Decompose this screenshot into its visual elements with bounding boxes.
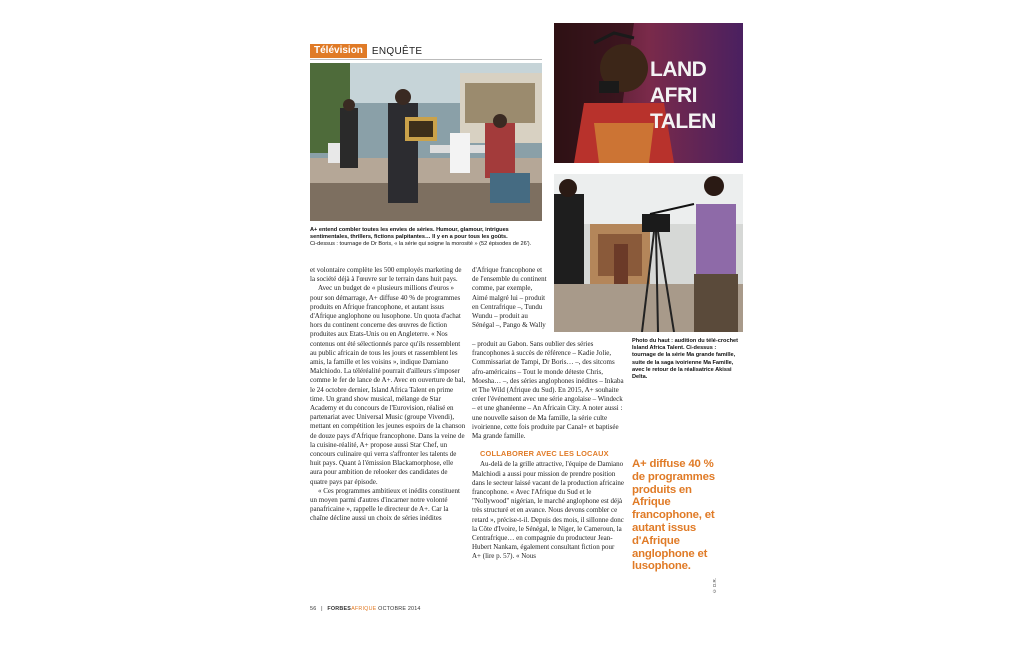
- folio-page-number: 56: [310, 606, 317, 612]
- subhead-collaborer: COLLABORER AVEC LES LOCAUX: [480, 449, 609, 459]
- page-folio: [310, 606, 421, 612]
- folio-brand: FORBES: [327, 606, 352, 612]
- caption-top: [310, 227, 542, 249]
- col2-paragraph-3: Au-delà de la grille attractive, l'équipe de Damiano Malchiodi a aussi pour mission de prendre position dans le secteur laissé vacant de la production africaine francophone. « Avec l'Afrique du Sud et le "Nollywood" nigérian, le marché anglophone est déjà très structuré et en avance. Nous devons combler ce retard », précise-t-il. Depuis des mois, il sillonne donc la Côte d'Ivoire, le Sénégal, le Niger, le Cameroun, la Centrafrique… en compagnie du producteur Jean-Hubert Nankam, également consultant fiction pour A+ (lire p. 57). « Nous: [472, 460, 624, 561]
- col1-paragraph-2: Avec un budget de « plusieurs millions d'euros » pour son démarrage, A+ diffuse 40 % de programmes produits en Afrique francophone, et autant issus d'Afrique anglophone ou lusophone. Un quota d'achat hors du continent concerne des œuvres de fiction produites aux Etats-Unis ou en Angleterre. « Nos contenus ont été sélectionnés parce qu'ils ressemblent au public africain de tous les jours et rassemblent les amis, la famille et les voisins », indique Damiano Malchiodo. La téléréalité pourrait d'ailleurs s'imposer comme le fer de lance de A+. Avec en ouverture de bal, le 24 octobre dernier, Island Africa Talent en prime time. Un grand show musical, mélange de Star Academy et du concours de l'Eurovision, réalisé en partenariat avec Universal Music (groupe Vivendi), mettant en compétition les jeunes espoirs de la chanson de douze pays d'Afrique francophone. Dans la veine de la cuisine-réalité, A+ propose aussi Star Chef, un concours culinaire qui verra s'affronter les talents de huit pays. Quant à l'émission Blackamorphose, elle aura pour ambition de relooker des candidates de quatre pays par épisode.: [310, 284, 466, 486]
- caption-right: Photo du haut : audition du télé-crochet Island Africa Talent. Ci-dessus : tournage de la série Ma grande famille, suite de la saga ivoirienne Ma Famille, avec le retour de la réalisatrice Akissi Delta.: [632, 338, 738, 381]
- folio-date: OCTOBRE 2014: [378, 606, 421, 612]
- col1-paragraph-3: « Ces programmes ambitieux et inédits constituent un moyen parmi d'autres d'incarner notre volonté panafricaine », rappelle le directeur de A+. Car la chaîne décline aussi un choix de séries inédites: [310, 486, 460, 523]
- caption-top-bold: A+ entend combler toutes les envies de séries. Humour, glamour, intrigues sentimentales, thrillers, fictions palpitantes… Il y en a pour tous les goûts.: [310, 227, 509, 241]
- section-label: ENQUÊTE: [371, 45, 423, 57]
- col2-paragraph-1: d'Afrique francophone et de l'ensemble du continent comme, par exemple, Aimé malgré lui – produit en Centrafrique –, Tundu Wundu – produit au Sénégal –, Pango & Wally: [472, 266, 547, 330]
- article-column-1: [310, 266, 466, 524]
- photo-island-africa-talent: [554, 23, 743, 163]
- folio-brand-afrique: AFRIQUE: [351, 606, 377, 612]
- caption-top-line2: Ci-dessus : tournage de Dr Boris, « la série qui soigne la morosité » (52 épisodes de 26').: [310, 241, 532, 248]
- photo-dr-boris-shoot: [310, 63, 542, 221]
- header-rule: [310, 59, 542, 60]
- photo-ma-grande-famille-shoot: [554, 174, 743, 332]
- folio-separator: |: [321, 606, 323, 612]
- rubric-label: Télévision: [310, 44, 367, 58]
- page-header: [310, 44, 422, 58]
- pull-quote: A+ diffuse 40 % de programmes produits en Afrique francophone, et autant issus d'Afrique anglophone et lusophone.: [632, 458, 715, 573]
- article-column-2-top: [472, 266, 548, 330]
- article-column-2-main: [472, 340, 624, 562]
- photo-credit: © D.R.: [712, 578, 717, 594]
- talent-sign-text: LAND AFRI TALEN: [650, 58, 716, 133]
- col1-paragraph-1: et volontaire complète les 500 employés marketing de la société déjà à l'œuvre sur le terrain dans huit pays.: [310, 266, 462, 284]
- col2-paragraph-2: – produit au Gabon. Sans oublier des séries francophones à succès de référence – Kadie Jolie, Commissariat de Tampi, Dr Boris… –, des sitcoms afro-américains – Tout le monde déteste Chris, Moesha… –, des séries anglophones inédites – Inkaba et The Wild (Afrique du Sud). En 2015, A+ souhaite créer l'événement avec une série angolaise – Windeck – et une ghanéenne – An Africain City. A noter aussi : une nouvelle saison de Ma famille, la série culte ivoirienne, cette fois produite par Canal+ et baptisée Ma grande famille.: [472, 340, 624, 441]
